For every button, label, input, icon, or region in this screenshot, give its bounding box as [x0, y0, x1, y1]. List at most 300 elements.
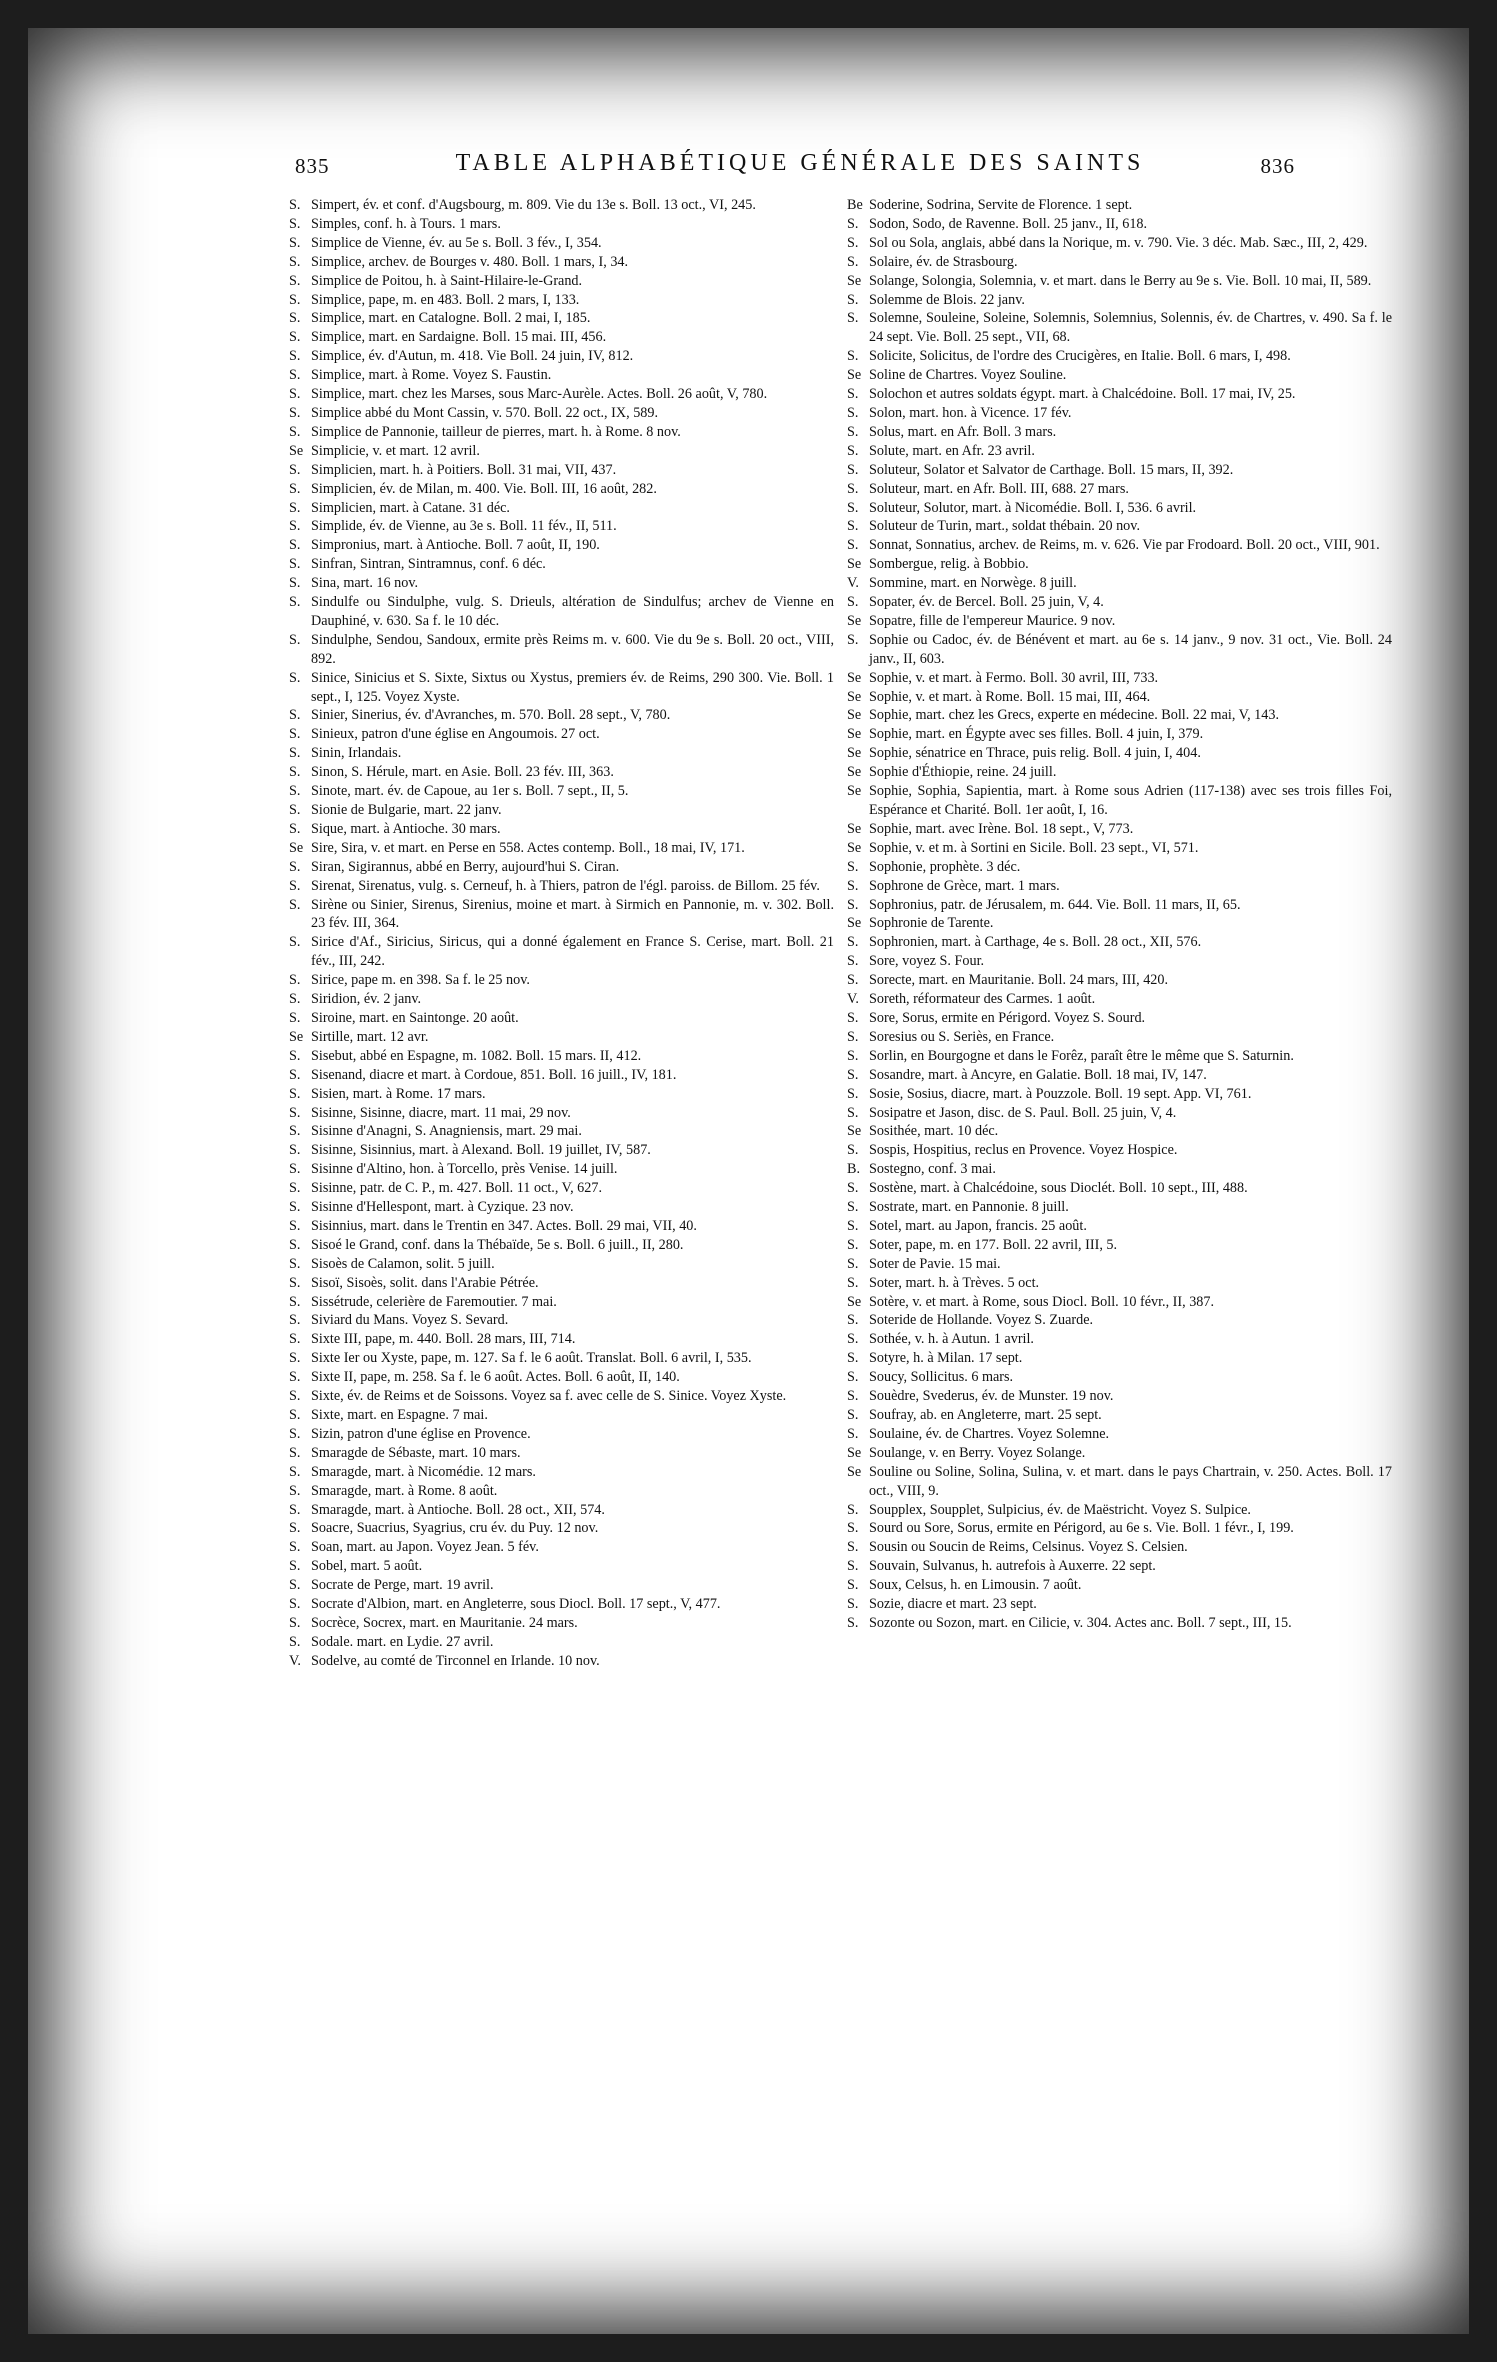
- index-entry: [847, 593, 1392, 612]
- index-entry: [847, 461, 1392, 480]
- entry-text: Sisinne, Sisinne, diacre, mart. 11 mai, 29 nov.: [311, 1104, 571, 1121]
- entry-prefix: S.: [847, 234, 859, 251]
- entry-prefix: Se: [847, 556, 862, 573]
- entry-text: Sisebut, abbé en Espagne, m. 1082. Boll. 15 mars. II, 412.: [311, 1047, 642, 1064]
- entry-prefix: Se: [289, 442, 304, 459]
- index-entry: [847, 706, 1392, 725]
- entry-prefix: Se: [847, 726, 862, 743]
- entry-text: Sophie, v. et mart. à Rome. Boll. 15 mai, III, 464.: [869, 688, 1151, 705]
- entry-text: Sisinne, Sisinnius, mart. à Alexand. Boll. 19 juillet, IV, 587.: [311, 1142, 651, 1159]
- page-title: TABLE ALPHABÉTIQUE GÉNÉRALE DES SAINTS: [455, 150, 1145, 176]
- entry-text: Sombergue, relig. à Bobbio.: [869, 556, 1029, 573]
- entry-prefix: S.: [289, 1274, 301, 1291]
- entry-text: Sore, Sorus, ermite en Périgord. Voyez S. Sourd.: [869, 1009, 1146, 1026]
- index-entry: [289, 1198, 834, 1217]
- index-entry: [847, 555, 1392, 574]
- entry-prefix: S.: [847, 1539, 859, 1556]
- entry-text: Souline ou Soline, Solina, Sulina, v. et mart. dans le pays Chartrain, v. 250. Actes. Boll. 17 oct., VIII, 9.: [869, 1463, 1392, 1499]
- entry-prefix: S.: [847, 1577, 859, 1594]
- entry-text: Solon, mart. hon. à Vicence. 17 fév.: [869, 404, 1072, 421]
- entry-text: Sorecte, mart. en Mauritanie. Boll. 24 mars, III, 420.: [869, 972, 1169, 989]
- entry-text: Simplice, pape, m. en 483. Boll. 2 mars, I, 133.: [311, 291, 580, 308]
- index-entry: [289, 1387, 834, 1406]
- index-entry: [847, 1179, 1392, 1198]
- entry-prefix: S.: [289, 1463, 301, 1480]
- entry-prefix: Se: [847, 707, 862, 724]
- entry-prefix: S.: [847, 348, 859, 365]
- entry-prefix: S.: [847, 934, 859, 951]
- entry-prefix: Se: [847, 272, 862, 289]
- entry-prefix: S.: [847, 1085, 859, 1102]
- entry-prefix: S.: [847, 310, 859, 327]
- index-entry: [289, 1066, 834, 1085]
- entry-prefix: V.: [289, 1652, 301, 1669]
- entry-text: Sospis, Hospitius, reclus en Provence. Voyez Hospice.: [869, 1142, 1178, 1159]
- entry-text: Sophrone de Grèce, mart. 1 mars.: [869, 877, 1060, 894]
- index-entry: [289, 1141, 834, 1160]
- entry-text: Simplicien, mart. à Catane. 31 déc.: [311, 499, 510, 516]
- entry-prefix: S.: [847, 896, 859, 913]
- index-entry: [289, 763, 834, 782]
- entry-text: Sosandre, mart. à Ancyre, en Galatie. Boll. 18 mai, IV, 147.: [869, 1066, 1207, 1083]
- entry-text: Simplice, mart. en Sardaigne. Boll. 15 mai. III, 456.: [311, 329, 607, 346]
- index-entry: [847, 725, 1392, 744]
- entry-text: Siroine, mart. en Saintonge. 20 août.: [311, 1009, 519, 1026]
- entry-text: Solicite, Solicitus, de l'ordre des Crucigères, en Italie. Boll. 6 mars, I, 498.: [869, 348, 1291, 365]
- index-entry: [289, 1028, 834, 1047]
- entry-text: Sophie, mart. en Égypte avec ses filles. Boll. 4 juin, I, 379.: [869, 726, 1204, 743]
- entry-text: Sixte II, pape, m. 258. Sa f. le 6 août. Actes. Boll. 6 août, II, 140.: [311, 1369, 680, 1386]
- index-entry: [847, 1104, 1392, 1123]
- entry-text: Sozonte ou Sozon, mart. en Cilicie, v. 304. Actes anc. Boll. 7 sept., III, 15.: [869, 1614, 1292, 1631]
- index-entry: [289, 1293, 834, 1312]
- index-entry: [289, 1482, 834, 1501]
- entry-prefix: S.: [289, 310, 301, 327]
- index-entry: [847, 744, 1392, 763]
- entry-text: Solute, mart. en Afr. 23 avril.: [869, 442, 1035, 459]
- index-entry: [289, 1444, 834, 1463]
- index-entry: [847, 1255, 1392, 1274]
- index-entry: [847, 763, 1392, 782]
- entry-text: Sodale. mart. en Lydie. 27 avril.: [311, 1633, 494, 1650]
- index-entry: [847, 1425, 1392, 1444]
- entry-text: Sophronie de Tarente.: [869, 915, 994, 932]
- index-entry: [289, 1236, 834, 1255]
- index-entry: [847, 971, 1392, 990]
- index-entry: [847, 1085, 1392, 1104]
- index-entry: [847, 1614, 1392, 1633]
- index-entry: [289, 1557, 834, 1576]
- entry-text: Soluteur, Solator et Salvator de Carthage. Boll. 15 mars, II, 392.: [869, 461, 1234, 478]
- entry-text: Sixte III, pape, m. 440. Boll. 28 mars, III, 714.: [311, 1331, 576, 1348]
- entry-prefix: S.: [289, 386, 301, 403]
- entry-prefix: S.: [289, 1180, 301, 1197]
- index-entry: [289, 234, 834, 253]
- entry-prefix: S.: [847, 404, 859, 421]
- entry-prefix: S.: [289, 1217, 301, 1234]
- entry-text: Soufray, ab. en Angleterre, mart. 25 sept.: [869, 1407, 1102, 1423]
- entry-prefix: S.: [289, 461, 301, 478]
- entry-text: Sophie, Sophia, Sapientia, mart. à Rome sous Adrien (117-138) avec ses trois filles Foi, Espérance et Charité. Boll. 1er août, I, 16.: [869, 783, 1392, 818]
- entry-prefix: S.: [289, 423, 301, 440]
- index-entry: [847, 1595, 1392, 1614]
- index-entry: [289, 517, 834, 536]
- index-entry: [847, 1368, 1392, 1387]
- entry-text: Sirène ou Sinier, Sirenus, Sirenius, moine et mart. à Sirmich en Pannonie, m. v. 302. Boll. 23 fév. III, 364.: [311, 896, 834, 932]
- entry-prefix: S.: [289, 575, 301, 592]
- entry-text: Sotère, v. et mart. à Rome, sous Diocl. Boll. 10 févr., II, 387.: [869, 1293, 1215, 1310]
- entry-text: Soluteur de Turin, mart., soldat thébain. 20 nov.: [869, 518, 1140, 535]
- entry-prefix: S.: [289, 858, 301, 875]
- entry-prefix: S.: [847, 386, 859, 403]
- index-entry: [289, 366, 834, 385]
- index-entry: [289, 1047, 834, 1066]
- entry-text: Soulaine, év. de Chartres. Voyez Solemne.: [869, 1425, 1110, 1442]
- entry-text: Sol ou Sola, anglais, abbé dans la Norique, m. v. 790. Vie. 3 déc. Mab. Sæc., III, 2, 429.: [869, 234, 1368, 251]
- entry-text: Sonnat, Sonnatius, archev. de Reims, m. v. 626. Vie par Frodoard. Boll. 20 oct., VIII, 901.: [869, 537, 1380, 554]
- index-entry: [289, 1085, 834, 1104]
- entry-prefix: Se: [847, 1293, 862, 1310]
- entry-prefix: Se: [847, 669, 862, 686]
- entry-prefix: S.: [289, 253, 301, 270]
- index-entry: [289, 272, 834, 291]
- entry-text: Sisinnius, mart. dans le Trentin en 347. Actes. Boll. 29 mai, VII, 40.: [311, 1217, 697, 1234]
- entry-text: Solemne, Souleine, Soleine, Solemnis, Solemnius, Solennis, év. de Chartres, v. 490. Sa f. le 24 sept. Vie. Boll. 25 sept., VII, 68.: [869, 310, 1392, 346]
- entry-text: Sixte, mart. en Espagne. 7 mai.: [311, 1407, 488, 1423]
- entry-text: Soreth, réformateur des Carmes. 1 août.: [869, 991, 1096, 1008]
- entry-prefix: S.: [289, 480, 301, 497]
- index-entry: [289, 1311, 834, 1330]
- entry-prefix: S.: [289, 1482, 301, 1499]
- entry-text: Sinon, S. Hérule, mart. en Asie. Boll. 23 fév. III, 363.: [311, 764, 614, 781]
- index-entry: [289, 291, 834, 310]
- entry-prefix: S.: [289, 1388, 301, 1405]
- index-entry: [289, 669, 834, 707]
- entry-text: Soteride de Hollande. Voyez S. Zuarde.: [869, 1312, 1094, 1329]
- index-entry: [847, 1028, 1392, 1047]
- entry-prefix: Se: [847, 764, 862, 781]
- entry-text: Sisenand, diacre et mart. à Cordoue, 851. Boll. 16 juill., IV, 181.: [311, 1066, 677, 1083]
- index-entry: [289, 347, 834, 366]
- index-entry: [847, 952, 1392, 971]
- index-entry: [847, 1406, 1392, 1425]
- entry-text: Soulange, v. en Berry. Voyez Solange.: [869, 1444, 1086, 1461]
- index-entry: [289, 1160, 834, 1179]
- index-entry: [847, 253, 1392, 272]
- entry-text: Sisinne, patr. de C. P., m. 427. Boll. 11 oct., V, 627.: [311, 1180, 602, 1197]
- index-entry: [289, 877, 834, 896]
- entry-prefix: Se: [847, 1444, 862, 1461]
- entry-prefix: S.: [847, 594, 859, 611]
- index-entry: [847, 1236, 1392, 1255]
- index-entry: [847, 1009, 1392, 1028]
- index-entry: [847, 990, 1392, 1009]
- entry-prefix: S.: [847, 1312, 859, 1329]
- index-entry: [289, 1538, 834, 1557]
- page-number-left: 835: [295, 154, 330, 178]
- index-entry: [289, 1349, 834, 1368]
- entry-text: Smaragde, mart. à Nicomédie. 12 mars.: [311, 1463, 536, 1480]
- entry-prefix: S.: [289, 367, 301, 384]
- index-entry: [289, 1330, 834, 1349]
- index-entry: [289, 1122, 834, 1141]
- index-entry: [847, 1538, 1392, 1557]
- index-entry: [289, 536, 834, 555]
- entry-prefix: S.: [289, 896, 301, 913]
- index-entry: [289, 215, 834, 234]
- entry-text: Smaragde de Sébaste, mart. 10 mars.: [311, 1444, 521, 1461]
- entry-prefix: Se: [847, 1123, 862, 1140]
- entry-prefix: S.: [289, 764, 301, 781]
- index-entry: [289, 442, 834, 461]
- entry-text: Soan, mart. au Japon. Voyez Jean. 5 fév.: [311, 1539, 539, 1556]
- entry-prefix: S.: [289, 1539, 301, 1556]
- index-entry: [847, 820, 1392, 839]
- index-entry: [847, 234, 1392, 253]
- entry-prefix: S.: [847, 291, 859, 308]
- index-entry: [847, 480, 1392, 499]
- entry-prefix: S.: [289, 556, 301, 573]
- entry-prefix: S.: [289, 291, 301, 308]
- entry-text: Soux, Celsus, h. en Limousin. 7 août.: [869, 1577, 1082, 1594]
- entry-prefix: S.: [847, 1104, 859, 1121]
- entry-prefix: S.: [847, 1331, 859, 1348]
- entry-prefix: S.: [289, 215, 301, 232]
- entry-prefix: S.: [289, 1142, 301, 1159]
- index-entry: [289, 328, 834, 347]
- entry-text: Sirtille, mart. 12 avr.: [311, 1028, 429, 1045]
- entry-text: Simplide, év. de Vienne, au 3e s. Boll. 11 fév., II, 511.: [311, 518, 617, 535]
- index-entry: [289, 1104, 834, 1123]
- entry-prefix: S.: [847, 423, 859, 440]
- entry-text: Sodelve, au comté de Tirconnel en Irlande. 10 nov.: [311, 1652, 600, 1669]
- entry-prefix: S.: [847, 480, 859, 497]
- entry-text: Simplicie, v. et mart. 12 avril.: [311, 442, 480, 459]
- index-entry: [847, 517, 1392, 536]
- entry-prefix: V.: [847, 575, 859, 592]
- entry-text: Sostrate, mart. en Pannonie. 8 juill.: [869, 1199, 1069, 1216]
- entry-text: Socrate de Perge, mart. 19 avril.: [311, 1577, 494, 1594]
- entry-prefix: S.: [289, 1255, 301, 1272]
- index-entry: [289, 253, 834, 272]
- entry-prefix: S.: [289, 631, 301, 648]
- entry-text: Simplice, év. d'Autun, m. 418. Vie Boll. 24 juin, IV, 812.: [311, 348, 634, 365]
- entry-text: Sinice, Sinicius et S. Sixte, Sixtus ou Xystus, premiers év. de Reims, 290 300. Vie. Boll. 1 sept., I, 125. Voyez Xyste.: [311, 669, 834, 705]
- index-entry: [289, 744, 834, 763]
- entry-text: Sinin, Irlandais.: [311, 745, 402, 762]
- entry-prefix: Se: [847, 783, 862, 800]
- entry-text: Solaire, év. de Strasbourg.: [869, 253, 1018, 270]
- index-entry: [289, 801, 834, 820]
- entry-prefix: S.: [289, 1558, 301, 1575]
- entry-text: Sostène, mart. à Chalcédoine, sous Dioclét. Boll. 10 sept., III, 488.: [869, 1180, 1248, 1197]
- entry-prefix: S.: [289, 783, 301, 800]
- entry-text: Simples, conf. h. à Tours. 1 mars.: [311, 215, 501, 232]
- entry-text: Sophonie, prophète. 3 déc.: [869, 858, 1021, 875]
- index-entry: [289, 1274, 834, 1293]
- page-header: [295, 148, 1295, 184]
- entry-prefix: Se: [289, 839, 304, 856]
- entry-prefix: S.: [289, 1407, 301, 1423]
- entry-text: Smaragde, mart. à Rome. 8 août.: [311, 1482, 498, 1499]
- index-entry: [847, 385, 1392, 404]
- entry-prefix: S.: [289, 1123, 301, 1140]
- index-entry: [847, 933, 1392, 952]
- entry-prefix: S.: [289, 669, 301, 686]
- entry-prefix: S.: [289, 197, 301, 213]
- index-entry: [847, 442, 1392, 461]
- index-entry: [289, 480, 834, 499]
- entry-text: Sophie, sénatrice en Thrace, puis relig. Boll. 4 juin, I, 404.: [869, 745, 1201, 762]
- entry-text: Sire, Sira, v. et mart. en Perse en 558. Actes contemp. Boll., 18 mai, IV, 171.: [311, 839, 745, 856]
- entry-text: Sirice d'Af., Siricius, Siricus, qui a donné également en France S. Cerise, mart. Boll. 21 fév., III, 242.: [311, 934, 834, 970]
- entry-text: Sionie de Bulgarie, mart. 22 janv.: [311, 802, 502, 818]
- entry-prefix: S.: [847, 499, 859, 516]
- entry-prefix: S.: [289, 1066, 301, 1083]
- entry-prefix: S.: [289, 1293, 301, 1310]
- index-entry: [847, 196, 1392, 215]
- index-entry: [847, 782, 1392, 820]
- entry-text: Sophie d'Éthiopie, reine. 24 juill.: [869, 764, 1057, 781]
- entry-prefix: S.: [847, 1066, 859, 1083]
- entry-text: Simplice, mart. en Catalogne. Boll. 2 mai, I, 185.: [311, 310, 591, 327]
- index-entry: [847, 1330, 1392, 1349]
- entry-prefix: Be: [847, 197, 863, 213]
- index-entry: [289, 385, 834, 404]
- entry-text: Simplice abbé du Mont Cassin, v. 570. Boll. 22 oct., IX, 589.: [311, 404, 659, 421]
- entry-text: Sopatre, fille de l'empereur Maurice. 9 nov.: [869, 612, 1116, 629]
- entry-prefix: S.: [289, 877, 301, 894]
- index-entry: [847, 1576, 1392, 1595]
- entry-text: Sophie, v. et m. à Sortini en Sicile. Boll. 23 sept., VI, 571.: [869, 839, 1199, 856]
- entry-text: Sisinne d'Hellespont, mart. à Cyzique. 23 nov.: [311, 1199, 574, 1216]
- entry-prefix: S.: [847, 1501, 859, 1518]
- index-entry: [289, 1368, 834, 1387]
- entry-prefix: S.: [289, 499, 301, 516]
- entry-prefix: Se: [847, 820, 862, 837]
- entry-text: Sinote, mart. év. de Capoue, au 1er s. Boll. 7 sept., II, 5.: [311, 783, 629, 800]
- entry-prefix: S.: [847, 1180, 859, 1197]
- entry-prefix: S.: [289, 820, 301, 837]
- entry-prefix: S.: [289, 1596, 301, 1613]
- index-entry: [289, 461, 834, 480]
- entry-prefix: Se: [847, 839, 862, 856]
- index-entry: [289, 593, 834, 631]
- index-entry: [289, 1217, 834, 1236]
- index-entry: [289, 858, 834, 877]
- index-entry: [847, 877, 1392, 896]
- entry-text: Simplice de Pannonie, tailleur de pierres, mart. h. à Rome. 8 nov.: [311, 423, 681, 440]
- index-entry: [847, 1274, 1392, 1293]
- entry-text: Soluteur, mart. en Afr. Boll. III, 688. 27 mars.: [869, 480, 1129, 497]
- entry-text: Sisinne d'Altino, hon. à Torcello, près Venise. 14 juill.: [311, 1161, 618, 1178]
- index-entry: [847, 858, 1392, 877]
- entry-prefix: S.: [847, 1142, 859, 1159]
- index-entry: [289, 574, 834, 593]
- index-entry: [847, 1444, 1392, 1463]
- entry-text: Solochon et autres soldats égypt. mart. à Chalcédoine. Boll. 17 mai, IV, 25.: [869, 386, 1296, 403]
- entry-text: Sixte Ier ou Xyste, pape, m. 127. Sa f. le 6 août. Translat. Boll. 6 avril, I, 535.: [311, 1350, 752, 1367]
- entry-text: Sourd ou Sore, Sorus, ermite en Périgord, au 6e s. Vie. Boll. 1 févr., I, 199.: [869, 1520, 1294, 1537]
- entry-text: Sisoï, Sisoès, solit. dans l'Arabie Pétrée.: [311, 1274, 539, 1291]
- entry-text: Sophie, v. et mart. à Fermo. Boll. 30 avril, III, 733.: [869, 669, 1159, 686]
- entry-prefix: S.: [289, 1633, 301, 1650]
- entry-prefix: S.: [847, 1255, 859, 1272]
- index-entry: [289, 631, 834, 669]
- entry-prefix: S.: [847, 1596, 859, 1613]
- index-entry: [289, 1255, 834, 1274]
- index-entry: [289, 1595, 834, 1614]
- entry-text: Sostegno, conf. 3 mai.: [869, 1161, 996, 1178]
- entry-prefix: S.: [847, 1407, 859, 1423]
- entry-prefix: Se: [847, 688, 862, 705]
- entry-text: Sosipatre et Jason, disc. de S. Paul. Boll. 25 juin, V, 4.: [869, 1104, 1177, 1121]
- entry-text: Solange, Solongia, Solemnia, v. et mart. dans le Berry au 9e s. Vie. Boll. 10 mai, II, 589.: [869, 272, 1372, 289]
- entry-prefix: S.: [289, 991, 301, 1008]
- index-entry: [847, 1293, 1392, 1312]
- entry-text: Sinier, Sinerius, év. d'Avranches, m. 570. Boll. 28 sept., V, 780.: [311, 707, 671, 724]
- entry-prefix: Se: [847, 745, 862, 762]
- index-entry: [289, 404, 834, 423]
- entry-text: Sophronius, patr. de Jérusalem, m. 644. Vie. Boll. 11 mars, II, 65.: [869, 896, 1241, 913]
- entry-text: Sozie, diacre et mart. 23 sept.: [869, 1596, 1037, 1613]
- entry-text: Sodon, Sodo, de Ravenne. Boll. 25 janv., II, 618.: [869, 215, 1148, 232]
- index-entry: [289, 839, 834, 858]
- entry-prefix: S.: [847, 442, 859, 459]
- index-entry: [847, 1387, 1392, 1406]
- entry-text: Sindulphe, Sendou, Sandoux, ermite près Reims m. v. 600. Vie du 9e s. Boll. 20 oct., VIII, 892.: [311, 631, 834, 667]
- entry-prefix: Se: [289, 1028, 304, 1045]
- entry-text: Soline de Chartres. Voyez Souline.: [869, 367, 1067, 384]
- entry-prefix: S.: [289, 1009, 301, 1026]
- entry-prefix: S.: [289, 1104, 301, 1121]
- entry-prefix: S.: [847, 253, 859, 270]
- entry-prefix: S.: [289, 1331, 301, 1348]
- entry-text: Souèdre, Svederus, év. de Munster. 19 nov.: [869, 1388, 1114, 1405]
- entry-prefix: S.: [289, 972, 301, 989]
- entry-text: Sopater, év. de Bercel. Boll. 25 juin, V, 4.: [869, 594, 1104, 611]
- entry-prefix: S.: [847, 953, 859, 970]
- entry-prefix: S.: [289, 745, 301, 762]
- entry-text: Sique, mart. à Antioche. 30 mars.: [311, 820, 501, 837]
- index-entry: [847, 1160, 1392, 1179]
- entry-prefix: S.: [289, 1520, 301, 1537]
- entry-text: Sisinne d'Anagni, S. Anagniensis, mart. 29 mai.: [311, 1123, 582, 1140]
- entry-prefix: S.: [847, 1236, 859, 1253]
- entry-prefix: S.: [289, 1047, 301, 1064]
- entry-text: Simplice de Vienne, év. au 5e s. Boll. 3 fév., I, 354.: [311, 234, 602, 251]
- index-entry: [847, 309, 1392, 347]
- index-entry: [289, 1009, 834, 1028]
- entry-prefix: S.: [847, 1388, 859, 1405]
- index-entry: [289, 423, 834, 442]
- index-entry: [289, 499, 834, 518]
- entry-prefix: S.: [847, 1369, 859, 1386]
- entry-prefix: S.: [847, 215, 859, 232]
- entry-prefix: S.: [847, 1028, 859, 1045]
- entry-text: Simplicien, mart. h. à Poitiers. Boll. 31 mai, VII, 437.: [311, 461, 617, 478]
- index-entry: [847, 1047, 1392, 1066]
- index-entry: [289, 1519, 834, 1538]
- entry-text: Soluteur, Solutor, mart. à Nicomédie. Boll. I, 536. 6 avril.: [869, 499, 1197, 516]
- page-number-right: 836: [1260, 154, 1295, 178]
- entry-text: Solus, mart. en Afr. Boll. 3 mars.: [869, 423, 1057, 440]
- index-entry: [289, 1614, 834, 1633]
- entry-prefix: S.: [289, 537, 301, 554]
- right-column: [847, 196, 1392, 1633]
- entry-prefix: S.: [289, 1425, 301, 1442]
- index-entry: [289, 555, 834, 574]
